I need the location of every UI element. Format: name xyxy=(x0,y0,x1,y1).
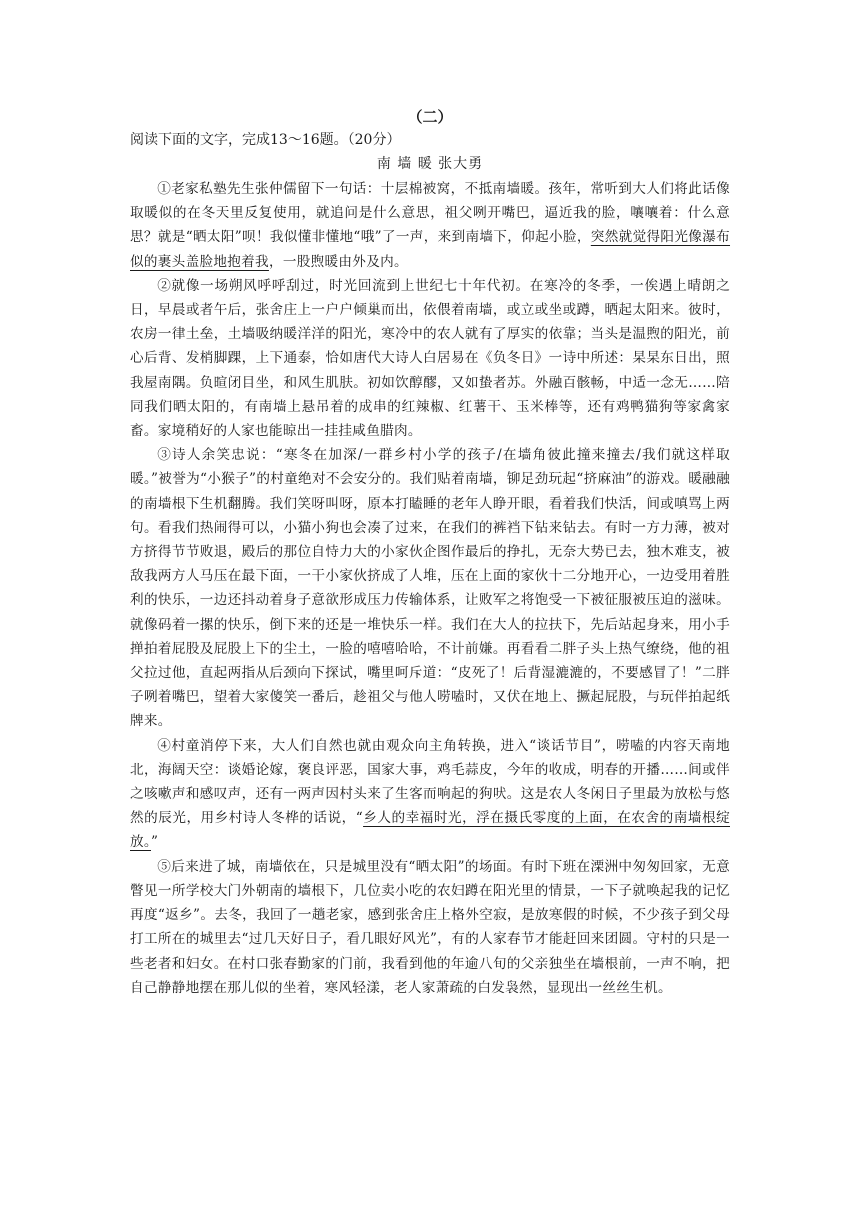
document-page xyxy=(130,106,730,1000)
paragraph-1-text-after: ，一股煦暖由外及内。 xyxy=(268,253,408,270)
paragraph-1 xyxy=(130,177,730,274)
paragraph-4-text-after: ” xyxy=(151,834,159,851)
paragraph-2: ②就像一场朔风呼呼刮过，时光回流到上世纪七十年代初。在寒冷的冬季，一俟遇上晴朗之日，早晨或者午后，张舍庄上一户户倾巢而出，依偎着南墙，或立或坐或蹲，晒起太阳来。彼时，农房一律土垒，土墙吸纳暖洋洋的阳光，寒冷中的农人就有了厚实的依靠；当头是温煦的阳光，前心后背、发梢脚踝，上下通泰，恰如唐代大诗人白居易在《负冬日》一诗中所述：杲杲东日出，照我屋南隅。负暄闭目坐，和风生肌肤。初如饮醇醪，又如蛰者苏。外融百骸畅，中适一念无……陪同我们晒太阳的，有南墙上悬吊着的成串的红辣椒、红薯干、玉米棒等，还有鸡鸭猫狗等家禽家畜。家境稍好的人家也能晾出一挂挂咸鱼腊肉。 xyxy=(130,277,730,440)
section-title: （二） xyxy=(407,108,453,126)
paragraph-1-text-before: ①老家私塾先生张仲儒留下一句话：十层棉被窝，不抵南墙暖。孩年，常听到大人们将此话像取暖似的在冬天里反复使用，就追问是什么意思，祖父咧开嘴巴，逼近我的脸，嚷嚷着：什么意思？就是“晒太阳”呗！我似懂非懂地“哦”了一声，来到南墙下，仰起小脸， xyxy=(130,181,730,246)
paragraph-3: ③诗人余笑忠说：“寒冬在加深/一群乡村小学的孩子/在墙角彼此撞来撞去/我们就这样取暖。”被誉为“小猴子”的村童绝对不会安分的。我们贴着南墙，铆足劲玩起“挤麻油”的游戏。暖融融的南墙根下生机翻腾。我们笑呀叫呀，原本打瞌睡的老年人睁开眼，看着我们快活，间或嗔骂上两句。看我们热闹得可以，小猫小狗也会凑了过来，在我们的裤裆下钻来钻去。有时一方力薄，被对方挤得节节败退，殿后的那位自恃力大的小家伙企图作最后的挣扎，无奈大势已去，独木难支，被敌我两方人马压在最下面，一干小家伙挤成了人堆，压在上面的家伙十二分地开心，一边受用着胜利的快乐，一边还抖动着身子意欲形成压力传输体系，让败军之将饱受一下被征服被压迫的滋味。就像码着一摞的快乐，倒下来的还是一堆快乐一样。我们在大人的拉扶下，先后站起身来，用小手掸拍着屁股及屁股上下的尘土，一脸的嘻嘻哈哈，不计前嫌。再看看二胖子头上热气缭绕，他的祖父拉过他，直起两指从后颈向下探试，嘴里呵斥道：“皮死了！后背湿漉漉的，不要感冒了！”二胖子咧着嘴巴，望着大家傻笑一番后，趁祖父与他人唠嗑时，又伏在地上、撅起屁股，与玩伴拍起纸牌来。 xyxy=(130,447,730,730)
paragraph-4-text-before: ④村童消停下来，大人们自然也就由观众向主角转换，进入“谈话节目”，唠嗑的内容天南地北，海阔天空：谈婚论嫁，褒良评恶，国家大事，鸡毛蒜皮，今年的收成，明春的开播……间或伴之咳嗽声和感叹声，还有一两声因村头来了生客而响起的狗吠。这是农人冬闲日子里最为放松与悠然的辰光，用乡村诗人冬桦的话说，“ xyxy=(130,737,730,827)
paragraph-1-underlined-sentence: 突然就觉得阳光像瀑布似的裹头盖脸地抱着我 xyxy=(130,229,731,270)
question-instruction: 阅读下面的文字，完成13～16题。（20分） xyxy=(130,132,401,148)
paragraph-4 xyxy=(130,734,730,855)
article-title: 南 墙 暖 张大勇 xyxy=(376,156,484,172)
paragraph-4-underlined-quote: 乡人的幸福时光，浮在摄氏零度的上面，在农舍的南墙根绽放。 xyxy=(130,810,730,851)
paragraph-5: ⑤后来进了城，南墙依在，只是城里没有“晒太阳”的场面。有时下班在溧洲中匆匆回家，无意瞥见一所学校大门外朝南的墙根下，几位卖小吃的农妇蹲在阳光里的情景，一下子就唤起我的记忆再度“返乡”。去冬，我回了一趟老家，感到张舍庄上格外空寂，是放寒假的时候，不少孩子到父母打工所在的城里去“过几天好日子，看几眼好风光”，有的人家春节才能赶回来团圆。守村的只是一些老者和妇女。在村口张春勤家的门前，我看到他的年逾八旬的父亲独坐在墙根前，一声不响，把自己静静地摆在那儿似的坐着，寒风轻漾，老人家萧疏的白发袅然，显现出一丝丝生机。 xyxy=(130,858,730,996)
